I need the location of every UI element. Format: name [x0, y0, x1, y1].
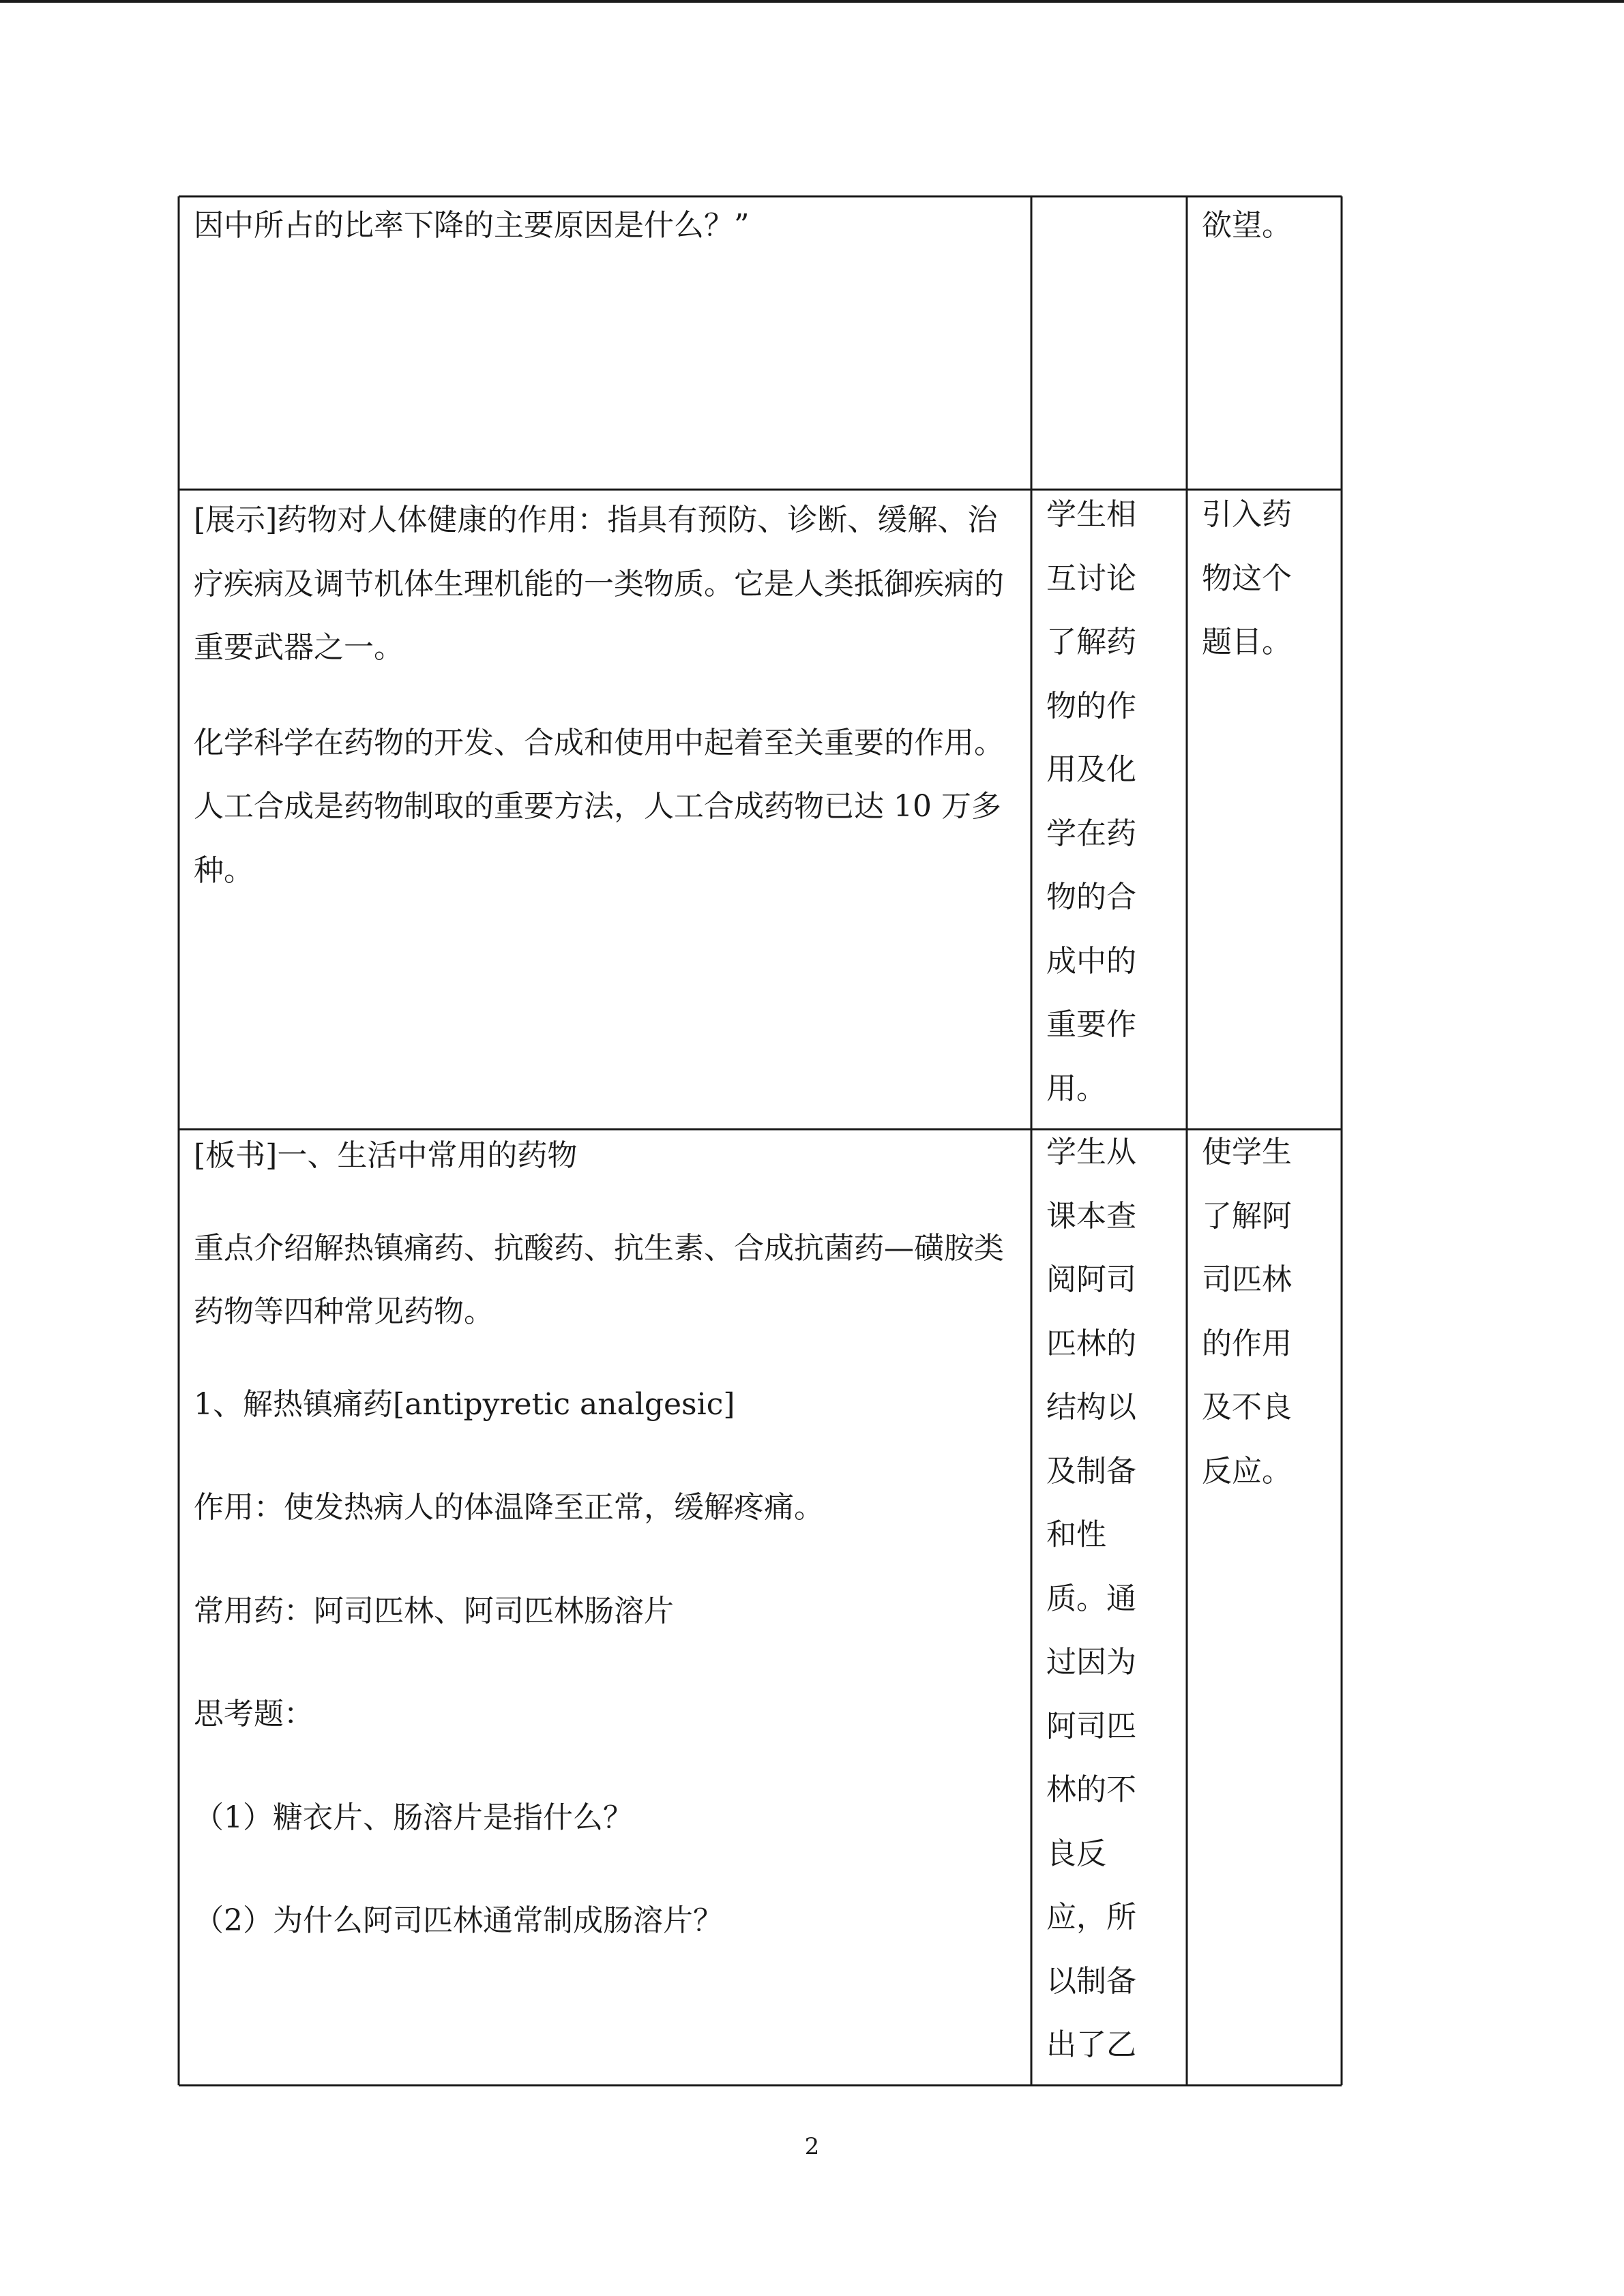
row2-activity-cell: 学生相 互讨论 了解药 物的作 用及化 学在药 物的合 成中的 重要作 用。 [1046, 497, 1136, 1106]
row3-main-cell [194, 1124, 1018, 1953]
row3-main-para-7: （1）糖衣片、肠溶片是指什么？ [194, 1800, 633, 1835]
row3-main-para-4: 作用：使发热病人的体温降至正常，缓解疼痛。 [194, 1490, 824, 1525]
row1-intent-cell: 欲望。 [1202, 208, 1292, 243]
row1-main-para-1: 因中所占的比率下降的主要原因是什么？” [194, 208, 750, 243]
row3-main-para-8: （2）为什么阿司匹林通常制成肠溶片？ [194, 1903, 723, 1938]
row3-main-para-1: [板书]一、生活中常用的药物 [194, 1138, 578, 1173]
row3-main-para-5: 常用药：阿司匹林、阿司匹林肠溶片 [194, 1593, 674, 1628]
row2-main-para-2: 化学科学在药物的开发、合成和使用中起着至关重要的作用。人工合成是药物制取的重要方法，人工合成药物已达 10 万多种。 [194, 725, 1004, 888]
row2-main-cell [194, 488, 1018, 902]
row3-main-para-2: 重点介绍解热镇痛药、抗酸药、抗生素、合成抗菌药—磺胺类药物等四种常见药物。 [194, 1230, 1004, 1329]
row2-intent-cell: 引入药 物这个 题目。 [1202, 497, 1292, 659]
row1-main-cell [194, 194, 1018, 258]
row3-intent-cell: 使学生 了解阿 司匹林 的作用 及不良 反应。 [1202, 1135, 1292, 1489]
row2-main-para-1: [展示]药物对人体健康的作用：指具有预防、诊断、缓解、治疗疾病及调节机体生理机能的一类物质。它是人类抵御疾病的重要武器之一。 [194, 503, 1004, 665]
page-number: 2 [804, 2133, 820, 2160]
row3-activity-cell: 学生从 课本查 阅阿司 匹林的 结构以 及制备 和性 质。通 过因为 阿司匹 林的不 良反 应，所 以制备 出了乙 [1046, 1135, 1136, 2062]
row3-main-para-6: 思考题： [194, 1697, 314, 1731]
row3-main-para-3: 1、解热镇痛药[antipyretic analgesic] [194, 1386, 735, 1422]
